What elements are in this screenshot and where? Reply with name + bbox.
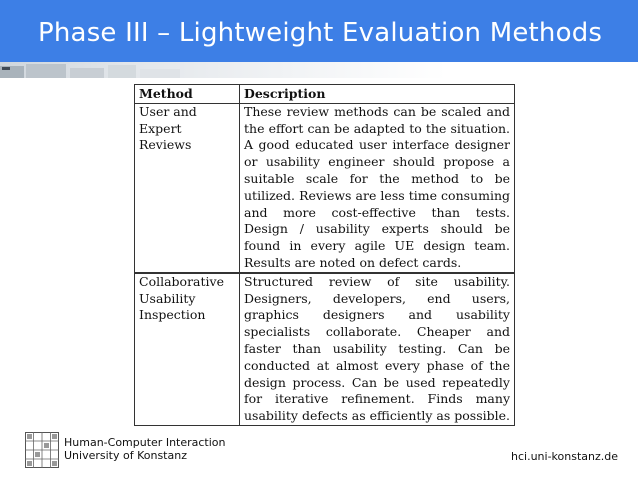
method-cell	[135, 273, 240, 426]
table-row	[135, 103, 515, 272]
method-line: User and	[139, 103, 197, 119]
header-method: Method	[135, 85, 240, 104]
footer-organization	[64, 436, 226, 462]
method-line: Collaborative	[139, 273, 224, 289]
footer-org-line: University of Konstanz	[64, 449, 187, 462]
description-cell: These review methods can be scaled and the effort can be adapted to the situation. A good educated user interface designer or usability engineer should propose a suitable scale for the method to be utilized. Reviews are less time consuming and more cost-effective than tests. Design / usability experts should be found in every agile UE design team. Results are noted on defect cards.	[240, 103, 515, 272]
method-line: Inspection	[139, 307, 206, 323]
footer-url: hci.uni-konstanz.de	[511, 450, 618, 463]
description-cell: Structured review of site usability. Designers, developers, end users, graphics designers and usability specialists collaborate. Cheaper and faster than usability testing. Can be conducted at almost every phase of the design process. Can be used repeatedly for iterative refinement. Finds many usability defects as efficiently as possible.	[240, 273, 515, 426]
method-line: Usability	[139, 290, 196, 306]
slide-title: Phase III – Lightweight Evaluation Methods	[38, 18, 603, 48]
university-logo-icon	[25, 432, 59, 468]
method-line: Reviews	[139, 137, 192, 153]
table-row	[135, 273, 515, 426]
method-line: Expert	[139, 120, 182, 136]
methods-table	[134, 84, 515, 426]
table-header-row	[135, 85, 515, 104]
header-description: Description	[240, 85, 515, 104]
method-cell	[135, 103, 240, 272]
footer-org-line: Human-Computer Interaction	[64, 436, 226, 449]
header-banner-image	[0, 62, 638, 78]
title-bar	[0, 0, 638, 62]
